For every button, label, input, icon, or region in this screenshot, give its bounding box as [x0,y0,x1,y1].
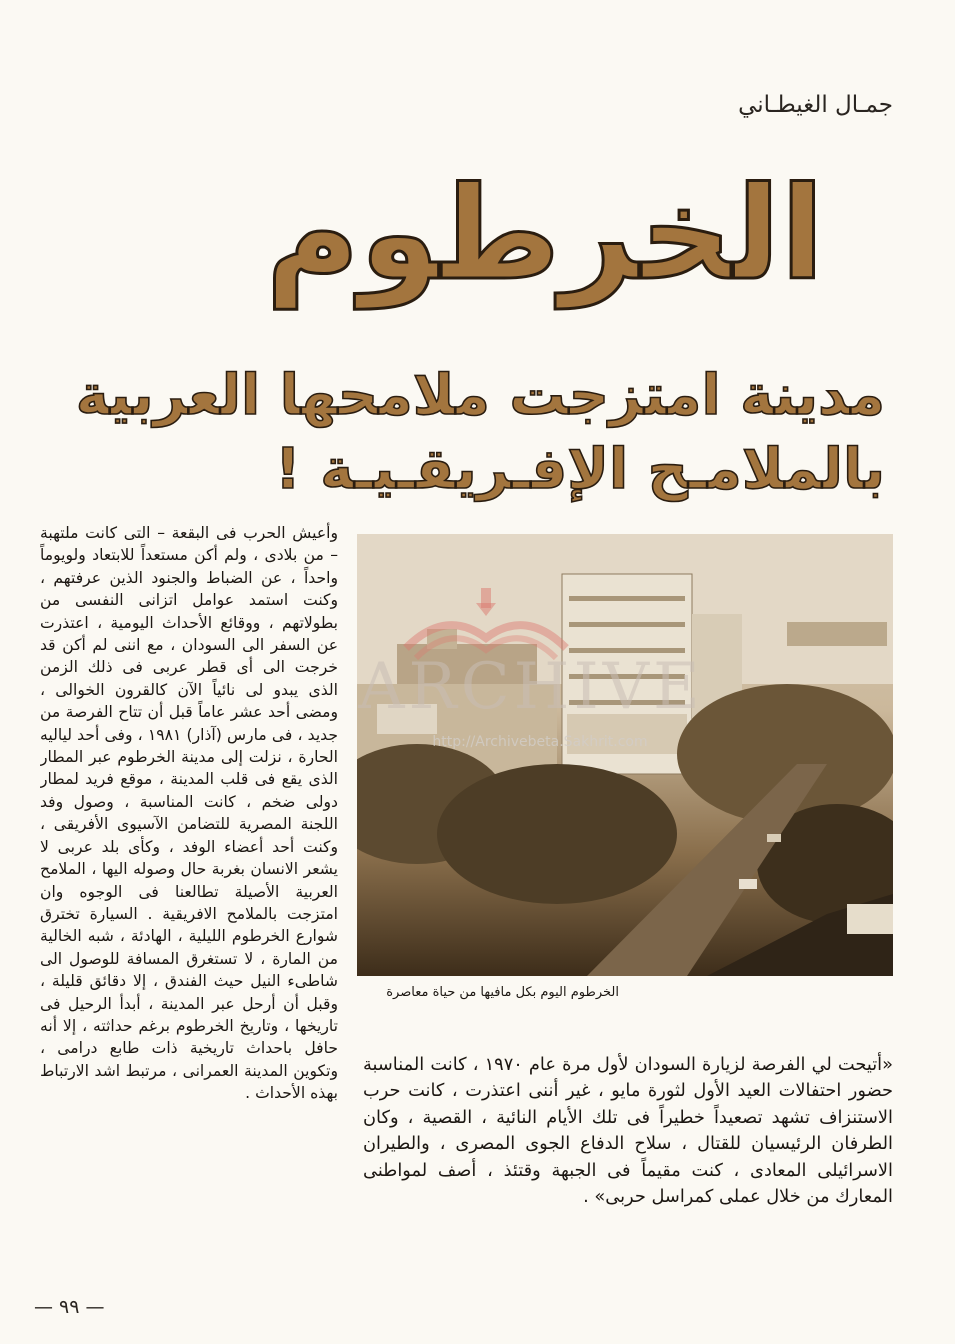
watermark-url: http://Archivebeta.Sakhrit.com [432,734,648,750]
pull-quote: «أتيحت لي الفرصة لزيارة السودان لأول مرة عام ١٩٧٠ ، كانت المناسبة حضور احتفالات العيد الأول لثورة مايو ، غير أننى اعتذرت ، كانت حرب الاستنزاف تشهد تصعيداً خطيراً فى تلك الأيام النائية ، القصية ، وكان الطرفان الرئيسيان للقتال ، سلاح الدفاع الجوى المصرى ، والطيران الاسرائيلى المعادى ، كنت مقيماً فى الجبهة وقتئذ ، أصف لمواطنى المعارك من خلال عملى كمراسل حربى» . [363,1054,893,1208]
article-column: وأعيش الحرب فى البقعة – التى كانت ملتهبة – من بلادى ، ولم أكن مستعداً للابتعاد ولويوماً واحداً ، عن الضباط والجنود الذين عرفتهم ، وكنت استمد عوامل اتزانى النفسى من بطولاتهم ، ووقائع الأحداث اليومية ، اعتذرت عن السفر الى السودان ، مع اننى لم أكن قد خرجت الى أى قطر عربى فى ذلك الزمن الذى يبدو لى نائياً الآن كالقرون الخوالى ، ومضى أحد عشر عاماً قبل أن تتاح الفرصة من جديد ، فى مارس (آذار) ١٩٨١ ، وفى أحد لياليه الحارة ، نزلت إلى مدينة الخرطوم عبر المطار الذى يقع فى قلب المدينة ، موقع فريد لمطار دولى ضخم ، كانت المناسبة ، وصول وفد اللجنة المصرية للتضامن الآسيوى الأفريقى ، وكنت أحد أعضاء الوفد ، وكأى بلد عربى لا يشعر الانسان بغربة حال وصوله اليها ، الملامح العربية الأصيلة تطالعنا فى الوجوه وان امتزجت بالملامح الافريقية . السيارة تخترق شوارع الخرطوم الليلية ، الهادئة ، شبه الخالية من المارة ، لا تستغرق المسافة للوصول الى شاطىء النيل حيث الفندق ، إلا دقائق قليلة ، وقبل أن أرحل عبر المدينة ، أبدأ الرحيل فى تاريخها ، وتاريخ الخرطوم برغم حداثته ، إلا أنه حافل باحداث تاريخية ذات طابع درامى ، وتكوين المدينة العمرانى ، مرتبط اشد الارتباط بهذه الأحداث . [40,524,338,1103]
photo-caption: الخرطوم اليوم بكل مافيها من حياة معاصرة [386,985,619,1000]
headline: الخرطوم [265,160,825,309]
author-name: جمـال الغيطـاني [738,92,893,118]
subtitle-line-2: بالملامـح الإفـريقـيـة ! [275,437,885,502]
page-number: — ٩٩ — [34,1296,105,1318]
subtitle-line-1: مدينة امتزجت ملامحها العربية [75,363,885,428]
watermark-text: ARCHIVE [358,650,704,724]
